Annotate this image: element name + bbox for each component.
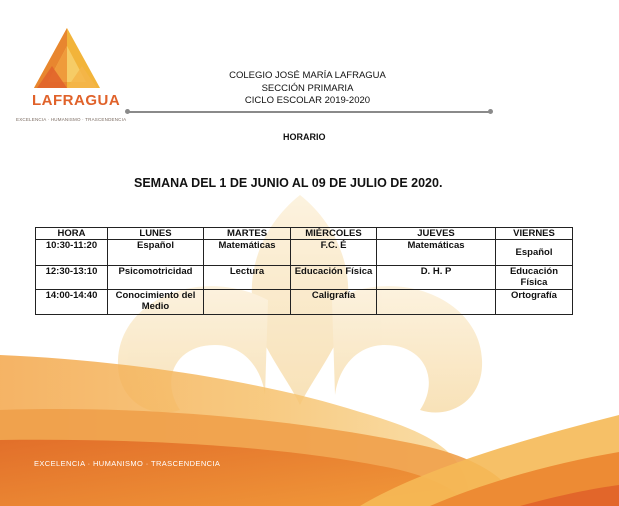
- lafragua-logo-icon: [12, 26, 122, 126]
- cell-jueves: Matemáticas: [377, 240, 496, 266]
- header-martes: MARTES: [204, 228, 291, 240]
- cell-viernes: Educación Física: [496, 266, 573, 290]
- cell-miercoles: Caligrafía: [291, 290, 377, 315]
- header-lunes: LUNES: [108, 228, 204, 240]
- cell-miercoles: F.C. É: [291, 240, 377, 266]
- cell-lunes: Español: [108, 240, 204, 266]
- header-viernes: VIERNES: [496, 228, 573, 240]
- header-jueves: JUEVES: [377, 228, 496, 240]
- cell-miercoles: Educación Física: [291, 266, 377, 290]
- school-name: COLEGIO JOSÉ MARÍA LAFRAGUA: [229, 70, 386, 81]
- cell-jueves: D. H. P: [377, 266, 496, 290]
- cell-martes: Lectura: [204, 266, 291, 290]
- table-header-row: [36, 228, 573, 240]
- cell-lunes: Psicomotricidad: [108, 266, 204, 290]
- table-row: [36, 290, 573, 315]
- header-miercoles: MIÉRCOLES: [291, 228, 377, 240]
- school-section: SECCIÓN PRIMARIA: [261, 82, 354, 94]
- cell-hora: 10:30-11:20: [36, 240, 108, 266]
- schedule-label: HORARIO: [283, 132, 326, 142]
- logo-tagline: EXCELENCIA · HUMANISMO · TRASCENDENCIA: [16, 117, 127, 122]
- cell-viernes: Ortografía: [496, 290, 573, 315]
- school-cycle: CICLO ESCOLAR 2019-2020: [244, 95, 371, 106]
- cell-hora: 14:00-14:40: [36, 290, 108, 315]
- table-row: [36, 240, 573, 266]
- cell-lunes: Conocimiento del Medio: [108, 290, 204, 315]
- logo-wordmark: LAFRAGUA: [32, 92, 121, 109]
- schedule-table: [35, 227, 573, 315]
- cell-martes: [204, 290, 291, 315]
- cell-hora: 12:30-13:10: [36, 266, 108, 290]
- school-header: [200, 70, 415, 108]
- table-row: [36, 266, 573, 290]
- cell-viernes: Español: [496, 240, 573, 266]
- header-divider: [128, 111, 490, 113]
- week-title: SEMANA DEL 1 DE JUNIO AL 09 DE JULIO DE 2020.: [134, 176, 443, 190]
- header-hora: HORA: [36, 228, 108, 240]
- footer-tagline: EXCELENCIA · HUMANISMO · TRASCENDENCIA: [34, 459, 221, 468]
- cell-jueves: [377, 290, 496, 315]
- cell-martes: Matemáticas: [204, 240, 291, 266]
